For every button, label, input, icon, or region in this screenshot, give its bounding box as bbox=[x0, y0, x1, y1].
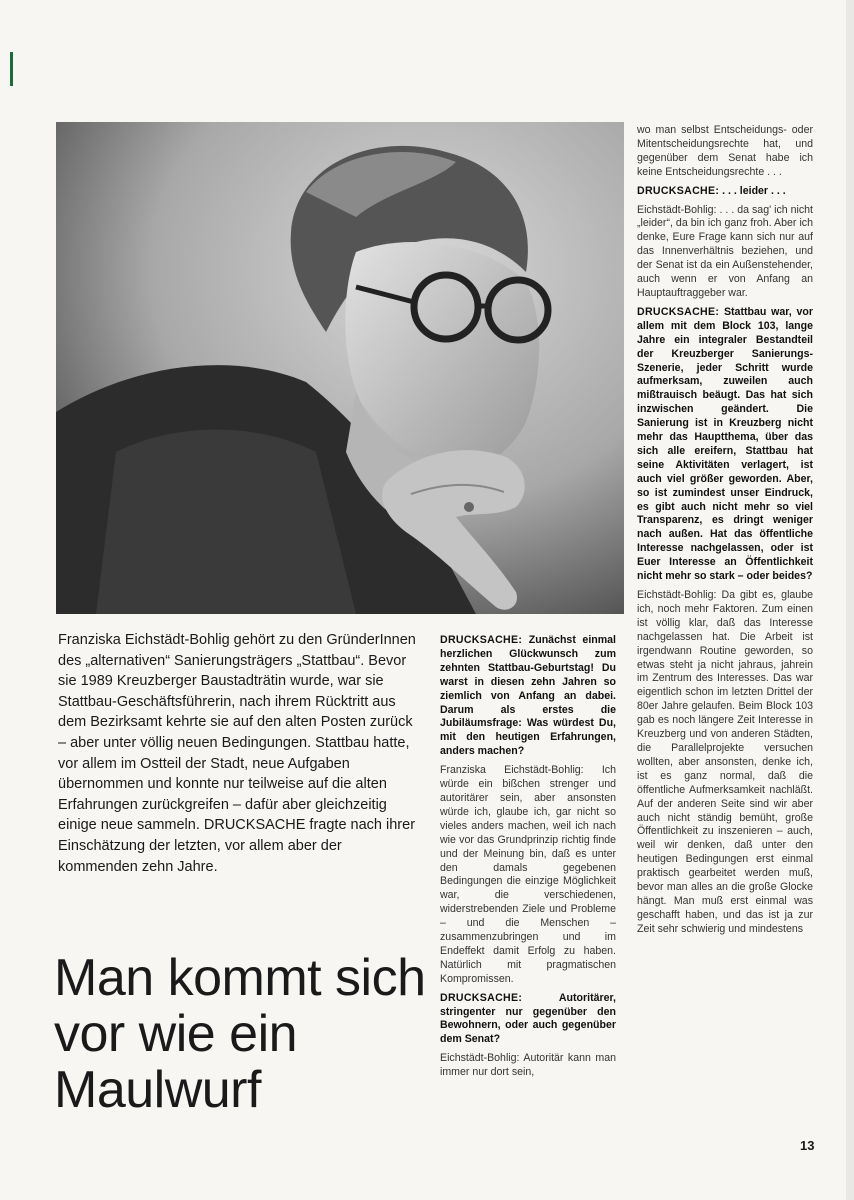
interview-answer bbox=[440, 1052, 616, 1080]
portrait-illustration bbox=[56, 122, 624, 614]
portrait-photo bbox=[56, 122, 624, 614]
interview-answer bbox=[637, 589, 813, 937]
speaker-label: DRUCKSACHE: bbox=[637, 305, 720, 318]
speaker-label: Eichstädt-Bohlig: bbox=[440, 1052, 520, 1065]
question-text: Stattbau war, vor allem mit dem Block 103, lange Jahre ein integraler Bestandteil der Kreuzberger Sanierungs-Szenerie, jeder Schritt wurde aufmerksam, zuweilen auch mißtrauisch beäugt. Das hat sich inzwischen geändert. Die Sanierung ist in Kreuzberg nicht mehr das Hauptthema, über das sich alle ereifern, Stattbau hat seine Aktivitäten verlagert, ist auch viel größer geworden. Aber, so ist zumindest unser Eindruck, es gibt auch nicht mehr so viel Transparenz, es dringt weniger nach außen. Hat das öffentliche Interesse nachgelassen, oder ist Euer Interesse an Öffentlichkeit nicht mehr so stark – oder beides? bbox=[637, 305, 813, 583]
interview-column-middle bbox=[440, 634, 616, 1085]
interview-answer bbox=[440, 764, 616, 987]
speaker-label: Eichstädt-Bohlig: bbox=[637, 203, 717, 216]
answer-text: Ich würde ein bißchen strenger und autoritärer sein, aber ansonsten würde ich, glaube ich, gar nicht so vieles anders machen, weil ich nach wie vor das Grundprinzip richtig finde und der Meinung bin, daß es unter den damals gegebenen Bedingungen die einzige Möglichkeit war, die verschiedenen, widerstrebenden Ziele und Probleme – und die Menschen – zusammenzubringen und im Endeffekt damit Erfolg zu haben. Natürlich mit pragmatischen Kompromissen. bbox=[440, 764, 616, 985]
intro-paragraph: Franziska Eichstädt-Bohlig gehört zu den GründerInnen des „alternativen“ Sanierungsträgers „Stattbau“. Bevor sie 1989 Kreuzberger Baustadträtin wurde, war sie Stattbau-Geschäftsführerin, nach ihrem Rücktritt aus dem Bezirksamt kehrte sie auf den alten Posten zurück – aber unter völlig neuen Bedingungen. Stattbau hatte, vor allem im Ostteil der Stadt, neue Aufgaben übernommen und konnte nur teilweise auf die alten Erfahrungen zurückgreifen – dafür aber gleichzeitig einige neue sammeln. DRUCKSACHE fragte nach ihrer Einschätzung der letzten, vor allem aber der kommenden zehn Jahre. bbox=[58, 632, 416, 875]
answer-text: Da gibt es, glaube ich, noch mehr Faktoren. Zum einen ist völlig klar, daß das Interesse nachgelassen hat. Die Arbeit ist irgendwann Routine geworden, so etwas steht ja nicht jahraus, jahrein im Zentrum des Interesses. Das war eigentlich schon im letzten Drittel der 80er Jahre gelaufen. Beim Block 103 gab es noch längere Zeit Interesse in Kreuzberg und von anderen Städten, die Parallelprojekte versuchen wollten, aber ansonsten, denke ich, ist es ganz normal, daß die öffentliche Aufmerksamkeit nachläßt. Auf der anderen Seite sind wir aber auch nicht ständig bemüht, große Öffentlichkeit zu inszenieren – auch, weil wir denken, daß unter den heutigen Bedingungen erst einmal praktisch gearbeitet werden muß, bevor man alles an die große Glocke hängt. Man muß erst einmal was geschafft haben, und das ist ja zur Zeit sehr schwierig und mindestens bbox=[637, 589, 813, 935]
question-text: Zunächst einmal herzlichen Glückwunsch zum zehnten Stattbau-Geburtstag! Du warst in diesen zehn Jahren so ziemlich von Anfang an dabei. Darum als erstes die Jubiläumsfrage: Was würdest Du, mit den heutigen Erfahrungen, anders machen? bbox=[440, 634, 616, 758]
answer-text: . . . da sag' ich nicht „leider“, da bin ich ganz froh. Aber ich denke, Eure Frage kann sich nur auf das Innenverhältnis beziehen, und der Senat ist da ein Außenstehender, auch wenn er von Anfang an Hauptauftraggeber war. bbox=[637, 203, 813, 299]
speaker-label: Eichstädt-Bohlig: bbox=[637, 589, 717, 601]
question-text: . . . leider . . . bbox=[722, 184, 786, 197]
question-text: Autoritärer, stringenter nur gegenüber den Bewohnern, oder auch gegenüber dem Senat? bbox=[440, 991, 616, 1046]
interview-answer bbox=[637, 204, 813, 301]
article-headline: Man kommt sich vor wie ein Maulwurf bbox=[54, 949, 426, 1119]
interview-question bbox=[440, 634, 616, 759]
answer-text: wo man selbst Entscheidungs- oder Mitentscheidungsrechte hat, und gegenüber dem Senat habe ich keine Entscheidungsrechte . . . bbox=[637, 124, 813, 178]
interview-question bbox=[637, 306, 813, 584]
interview-column-right bbox=[637, 124, 813, 942]
speaker-label: DRUCKSACHE: bbox=[637, 184, 720, 197]
section-accent-bar bbox=[10, 52, 13, 86]
interview-question bbox=[637, 185, 813, 199]
speaker-label: DRUCKSACHE: bbox=[440, 991, 523, 1004]
speaker-label: DRUCKSACHE: bbox=[440, 634, 523, 646]
page-number: 13 bbox=[800, 1138, 815, 1153]
interview-answer bbox=[637, 124, 813, 180]
speaker-label: Franziska Eichstädt-Bohlig: bbox=[440, 764, 584, 777]
answer-text: Autoritär kann man immer nur dort sein, bbox=[440, 1052, 616, 1079]
page-edge bbox=[846, 0, 854, 1200]
interview-question bbox=[440, 992, 616, 1048]
